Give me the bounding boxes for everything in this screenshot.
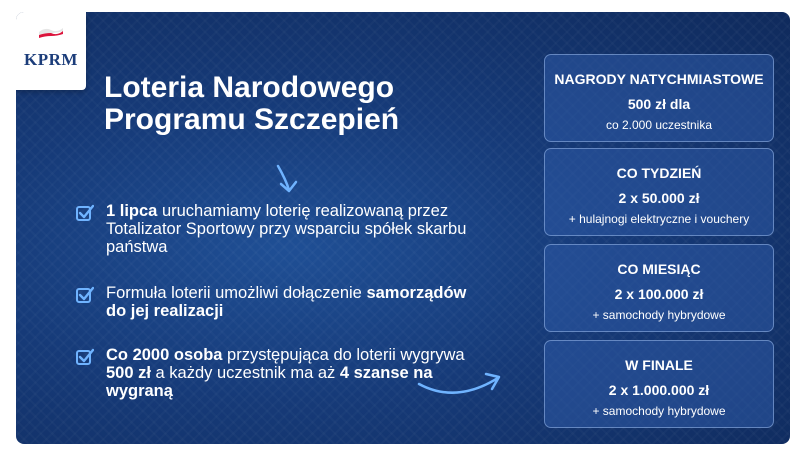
check-icon [76, 348, 94, 366]
prize-card-instant [544, 54, 774, 142]
card-heading: CO TYDZIEŃ [616, 165, 702, 181]
card-detail: + hulajnogi elektryczne i vouchery [568, 212, 750, 226]
card-amount: 2 x 1.000.000 zł [608, 382, 710, 398]
card-detail: + samochody hybrydowe [592, 404, 726, 418]
card-amount: 2 x 50.000 zł [618, 190, 700, 206]
check-icon [76, 204, 94, 222]
title-line-2: Programu Szczepień [104, 103, 400, 136]
card-heading: CO MIESIĄC [617, 261, 701, 277]
prize-card-weekly [544, 148, 774, 236]
check-icon [76, 286, 94, 304]
card-detail: co 2.000 uczestnika [605, 118, 713, 132]
card-amount: 500 zł dla [627, 96, 691, 112]
kprm-logo [16, 12, 86, 90]
bullet-launch-text: 1 lipca uruchamiamy loterię realizowaną przez Totalizator Sportowy przy wsparciu spółek skarbu państwa [106, 202, 467, 256]
prize-card-final [544, 340, 774, 428]
arrow-down-icon [272, 162, 306, 196]
bullet-local-government-text: Formuła loterii umożliwi dołączenie samorządów do jej realizacji [106, 284, 467, 320]
card-amount: 2 x 100.000 zł [614, 286, 704, 302]
title-line-1: Loteria Narodowego [104, 71, 395, 104]
page-title [104, 72, 504, 136]
card-heading: W FINALE [625, 357, 693, 373]
arrow-right-icon [416, 364, 506, 400]
bullet-prize-chances-text: Co 2000 osoba przystępująca do loterii wygrywa 500 zł a każdy uczestnik ma aż 4 szanse na wygraną [106, 346, 465, 400]
infographic-panel [16, 12, 790, 444]
card-heading: NAGRODY NATYCHMIASTOWE [554, 71, 764, 87]
poland-flag-icon [38, 28, 64, 40]
bullet-local-government [76, 284, 486, 320]
logo-text: KPRM [24, 50, 78, 69]
prize-card-monthly [544, 244, 774, 332]
card-detail: + samochody hybrydowe [592, 308, 726, 322]
bullet-launch [76, 202, 486, 256]
